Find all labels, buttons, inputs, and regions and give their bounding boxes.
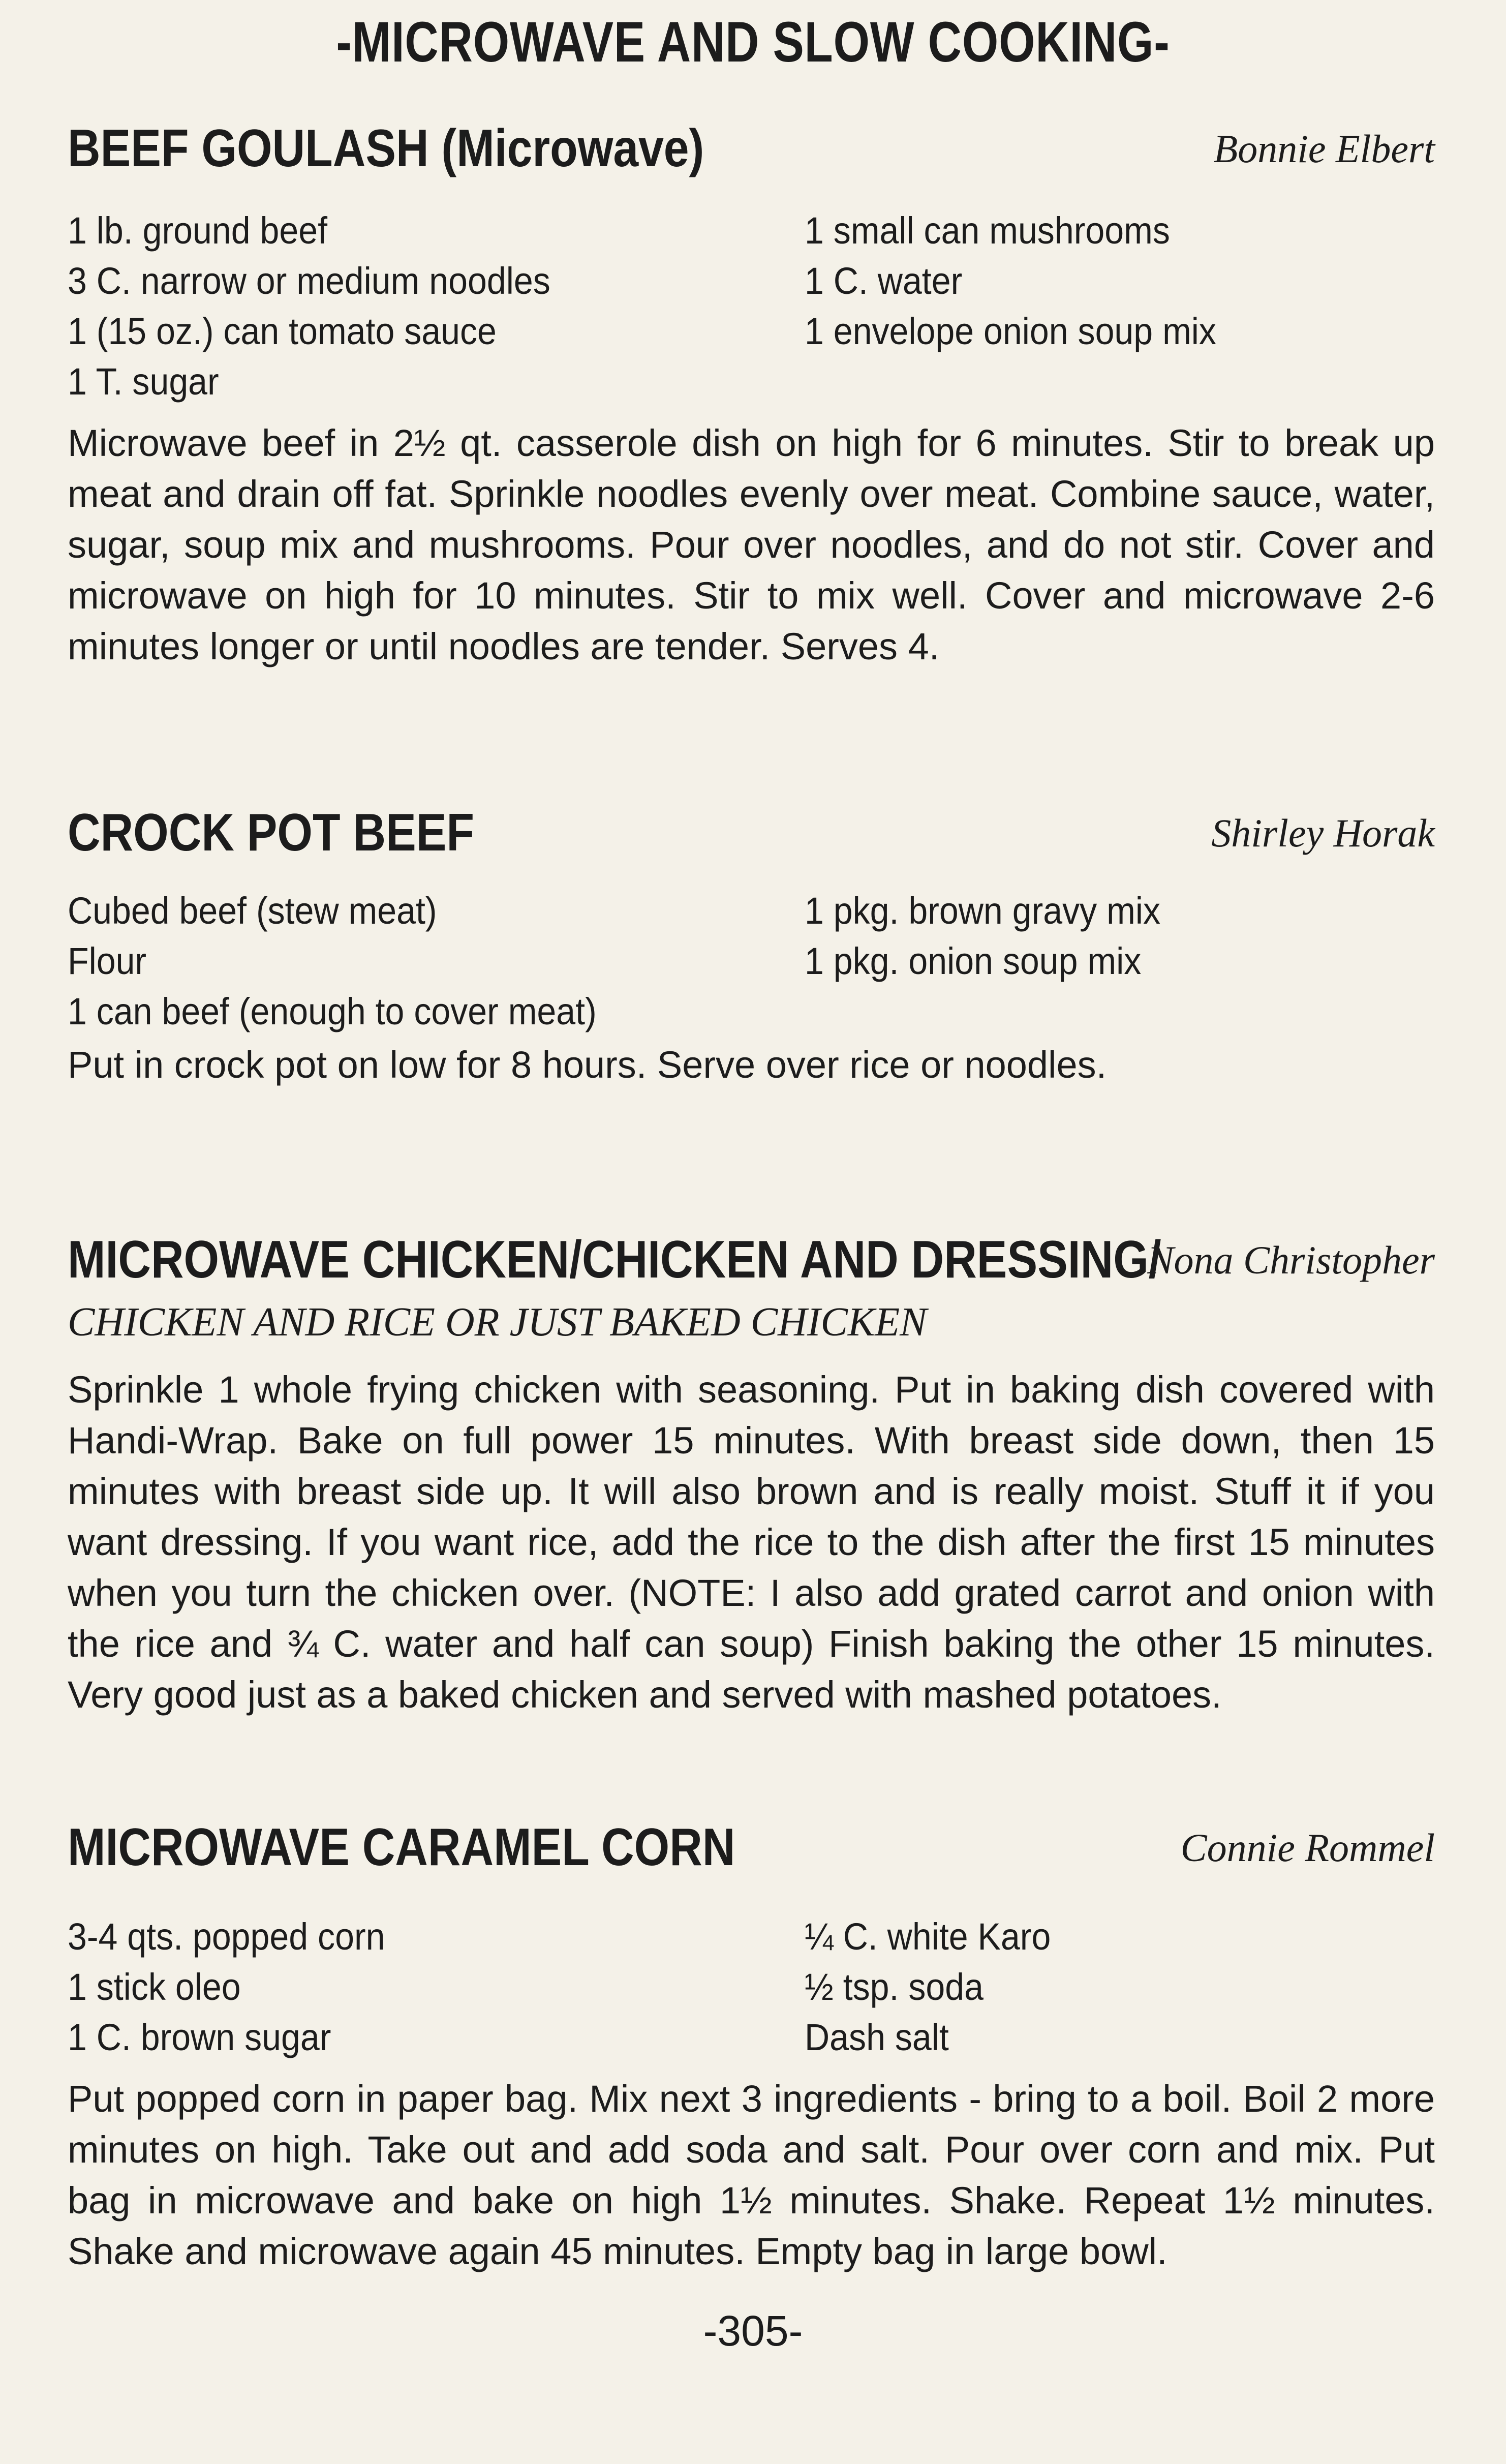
ingredient: 1 (15 oz.) can tomato sauce <box>68 310 497 352</box>
recipe-directions: Put popped corn in paper bag. Mix next 3 ingredients - bring to a boil. Boil 2 more minutes on high. Take out and add soda and salt. Pour over corn and mix. Put bag in microwave and bake on high 1½ minutes. Shake. Repeat 1½ minutes. Shake and microwave again 45 minutes. Empty bag in large bowl. <box>68 2078 1435 2272</box>
recipe-author: Bonnie Elbert <box>1213 127 1435 171</box>
page-header: -MICROWAVE AND SLOW COOKING- <box>336 10 1170 74</box>
recipe-author: Shirley Horak <box>1211 811 1435 855</box>
page-number: -305- <box>703 2307 803 2355</box>
ingredient: 1 small can mushrooms <box>805 209 1170 252</box>
ingredient: ¼ C. white Karo <box>805 1915 1051 1958</box>
ingredient: 1 can beef (enough to cover meat) <box>68 990 597 1032</box>
recipe-title: MICROWAVE CHICKEN/CHICKEN AND DRESSING/ <box>68 1230 1161 1289</box>
recipe-title: CROCK POT BEEF <box>68 803 475 862</box>
recipe-microwave-caramel-corn <box>68 1817 1435 2277</box>
ingredient: ½ tsp. soda <box>805 1966 983 2008</box>
recipe-title-row <box>68 118 1435 179</box>
ingredient-list <box>68 1911 1435 2062</box>
recipe-directions: Microwave beef in 2½ qt. casserole dish on high for 6 minutes. Stir to break up meat and drain off fat. Sprinkle noodles evenly over meat. Combine sauce, water, sugar, soup mix and mushrooms. Pour over noodles, and do not stir. Cover and microwave on high for 10 minutes. Stir to mix well. Cover and microwave 2-6 minutes longer or until noodles are tender. Serves 4. <box>68 422 1435 667</box>
recipe-author: Connie Rommel <box>1180 1826 1435 1870</box>
ingredient: 1 pkg. brown gravy mix <box>805 890 1160 932</box>
recipe-title-row <box>68 802 1435 863</box>
ingredient-list <box>68 205 1435 407</box>
ingredient: Dash salt <box>805 2016 949 2058</box>
ingredient: 1 stick oleo <box>68 1966 241 2008</box>
ingredient: 1 C. water <box>805 260 963 302</box>
recipe-beef-goulash <box>68 118 1435 672</box>
ingredient: 3 C. narrow or medium noodles <box>68 260 550 302</box>
ingredient: Cubed beef (stew meat) <box>68 890 437 932</box>
recipe-subtitle: CHICKEN AND RICE OR JUST BAKED CHICKEN <box>68 1300 927 1345</box>
recipe-crock-pot-beef <box>68 802 1435 1090</box>
ingredient: 1 envelope onion soup mix <box>805 310 1216 352</box>
ingredient-list <box>68 886 1435 1037</box>
recipe-directions: Sprinkle 1 whole frying chicken with seasoning. Put in baking dish covered with Handi-Wrap. Bake on full power 15 minutes. With breast side down, then 15 minutes with breast side up. It will also brown and is really moist. Stuff it if you want dressing. If you want rice, add the rice to the dish after the first 15 minutes when you turn the chicken over. (NOTE: I also add grated carrot and onion with the rice and ¾ C. water and half can soup) Finish baking the other 15 minutes. Very good just as a baked chicken and served with mashed potatoes. <box>68 1368 1435 1716</box>
recipe-title-row <box>68 1229 1435 1290</box>
recipe-title: BEEF GOULASH (Microwave) <box>68 119 704 178</box>
recipe-directions: Put in crock pot on low for 8 hours. Serve over rice or noodles. <box>68 1044 1107 1086</box>
ingredient: 1 C. brown sugar <box>68 2016 331 2058</box>
recipe-author: Nona Christopher <box>1147 1238 1435 1282</box>
ingredient: 1 pkg. onion soup mix <box>805 940 1142 982</box>
ingredient: 1 T. sugar <box>68 360 219 403</box>
recipe-microwave-chicken <box>68 1229 1435 1720</box>
recipe-title: MICROWAVE CARAMEL CORN <box>68 1818 735 1877</box>
ingredient: Flour <box>68 940 147 982</box>
recipe-title-row <box>68 1817 1435 1878</box>
ingredient: 1 lb. ground beef <box>68 209 328 252</box>
ingredient: 3-4 qts. popped corn <box>68 1915 385 1958</box>
